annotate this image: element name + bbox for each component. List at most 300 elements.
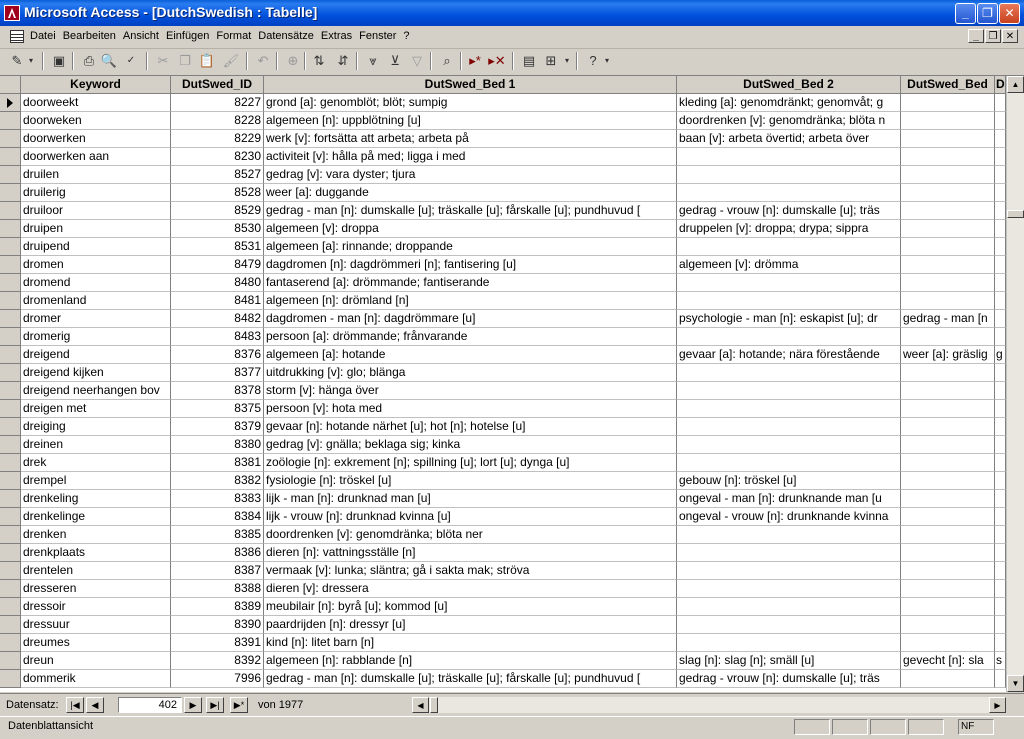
id-cell[interactable]: 8385 (171, 526, 264, 544)
paste-icon[interactable]: 📋 (198, 53, 216, 68)
bed3-cell[interactable]: gedrag - man [n (901, 310, 995, 328)
bed3-cell[interactable] (901, 202, 995, 220)
bed4-cell[interactable] (995, 364, 1006, 382)
keyword-cell[interactable]: dressoir (21, 598, 171, 616)
row-selector[interactable] (0, 346, 21, 364)
bed2-cell[interactable] (677, 274, 901, 292)
menu-item[interactable]: Einfügen (165, 30, 210, 42)
bed3-cell[interactable] (901, 562, 995, 580)
row-selector[interactable] (0, 634, 21, 652)
bed1-cell[interactable]: persoon [v]: hota med (264, 400, 677, 418)
bed2-cell[interactable]: druppelen [v]: droppa; drypa; sippra (677, 220, 901, 238)
id-cell[interactable]: 8482 (171, 310, 264, 328)
bed3-cell[interactable] (901, 94, 995, 112)
id-cell[interactable]: 8390 (171, 616, 264, 634)
bed4-cell[interactable] (995, 490, 1006, 508)
id-cell[interactable]: 8530 (171, 220, 264, 238)
access-app-icon[interactable] (4, 5, 20, 21)
menu-item[interactable]: Format (216, 30, 252, 42)
doc-restore-button[interactable]: ❐ (985, 29, 1001, 43)
bed2-cell[interactable] (677, 634, 901, 652)
bed3-cell[interactable] (901, 112, 995, 130)
bed3-cell[interactable] (901, 256, 995, 274)
bed4-cell[interactable] (995, 580, 1006, 598)
find-icon[interactable]: ⌕ (443, 53, 451, 68)
keyword-cell[interactable]: druipen (21, 220, 171, 238)
id-cell[interactable]: 8227 (171, 94, 264, 112)
bed1-cell[interactable]: persoon [a]: drömmande; frånvarande (264, 328, 677, 346)
bed3-cell[interactable] (901, 418, 995, 436)
keyword-cell[interactable]: dreiging (21, 418, 171, 436)
bed4-cell[interactable] (995, 256, 1006, 274)
bed2-cell[interactable]: gedrag - vrouw [n]: dumskalle [u]; träs (677, 202, 901, 220)
row-selector[interactable] (0, 652, 21, 670)
bed3-cell[interactable] (901, 184, 995, 202)
status-bar (0, 716, 1024, 739)
id-cell[interactable]: 8229 (171, 130, 264, 148)
bed4-cell[interactable] (995, 670, 1006, 688)
bed2-cell[interactable] (677, 436, 901, 454)
row-selector[interactable] (0, 274, 21, 292)
row-selector[interactable] (0, 400, 21, 418)
id-cell[interactable]: 8386 (171, 544, 264, 562)
id-cell[interactable]: 8381 (171, 454, 264, 472)
bed4-cell[interactable] (995, 148, 1006, 166)
row-selector[interactable] (0, 436, 21, 454)
id-cell[interactable]: 8531 (171, 238, 264, 256)
bed1-cell[interactable]: fantaserend [a]: drömmande; fantiserande (264, 274, 677, 292)
bed2-cell[interactable]: baan [v]: arbeta övertid; arbeta över (677, 130, 901, 148)
bed1-cell[interactable]: gedrag [v]: gnälla; beklaga sig; kinka (264, 436, 677, 454)
bed1-cell[interactable]: paardrijden [n]: dressyr [u] (264, 616, 677, 634)
row-selector[interactable] (0, 508, 21, 526)
menu-item[interactable]: Fenster (359, 30, 397, 42)
sort-ascending-icon[interactable]: ⇅ (313, 53, 325, 68)
menu-item[interactable]: Datensätze (258, 30, 314, 42)
keyword-cell[interactable]: doorweken (21, 112, 171, 130)
row-selector[interactable] (0, 184, 21, 202)
save-icon[interactable]: ▣ (52, 53, 66, 68)
id-cell[interactable]: 8387 (171, 562, 264, 580)
row-selector[interactable] (0, 562, 21, 580)
row-selector[interactable] (0, 454, 21, 472)
keyword-cell[interactable]: dreigend kijken (21, 364, 171, 382)
bed4-cell[interactable]: g (995, 346, 1006, 364)
bed3-cell[interactable] (901, 400, 995, 418)
bed2-cell[interactable] (677, 454, 901, 472)
delete-record-icon[interactable]: ▸✕ (488, 53, 506, 68)
bed1-cell[interactable]: activiteit [v]: hålla på med; ligga i med (264, 148, 677, 166)
row-selector[interactable] (0, 670, 21, 688)
bed1-cell[interactable]: algemeen [v]: droppa (264, 220, 677, 238)
bed3-cell[interactable] (901, 148, 995, 166)
bed1-cell[interactable]: dagdromen [n]: dagdrömmeri [n]; fantisering [u] (264, 256, 677, 274)
bed4-cell[interactable] (995, 274, 1006, 292)
bed2-cell[interactable]: ongeval - vrouw [n]: drunknande kvinna (677, 508, 901, 526)
keyword-cell[interactable]: dreinen (21, 436, 171, 454)
bed2-cell[interactable] (677, 148, 901, 166)
bed4-cell[interactable] (995, 544, 1006, 562)
new-record-icon[interactable]: ▸* (469, 53, 481, 68)
keyword-cell[interactable]: dressuur (21, 616, 171, 634)
bed3-cell[interactable] (901, 580, 995, 598)
bed1-cell[interactable]: gedrag [v]: vara dyster; tjura (264, 166, 677, 184)
id-cell[interactable]: 7996 (171, 670, 264, 688)
bed3-cell[interactable] (901, 598, 995, 616)
bed2-cell[interactable] (677, 616, 901, 634)
horizontal-scrollbar[interactable] (412, 697, 1006, 713)
doc-minimize-button[interactable]: _ (968, 29, 984, 43)
bed1-cell[interactable]: gedrag - man [n]: dumskalle [u]; träskalle [u]; fårskalle [u]; pundhuvud [ (264, 670, 677, 688)
bed2-cell[interactable] (677, 418, 901, 436)
row-selector[interactable] (0, 292, 21, 310)
bed3-cell[interactable] (901, 670, 995, 688)
bed3-cell[interactable] (901, 328, 995, 346)
row-selector[interactable] (0, 580, 21, 598)
bed3-cell[interactable] (901, 364, 995, 382)
menu-item[interactable]: Extras (320, 30, 353, 42)
menu-item[interactable]: Ansicht (122, 30, 159, 42)
bed4-cell[interactable]: s (995, 652, 1006, 670)
row-selector[interactable] (0, 256, 21, 274)
bed2-cell[interactable]: gevaar [a]: hotande; nära förestående (677, 346, 901, 364)
bed2-cell[interactable] (677, 544, 901, 562)
bed1-cell[interactable]: dagdromen - man [n]: dagdrömmare [u] (264, 310, 677, 328)
bed4-cell[interactable] (995, 184, 1006, 202)
bed1-cell[interactable]: storm [v]: hänga över (264, 382, 677, 400)
id-cell[interactable]: 8375 (171, 400, 264, 418)
bed2-cell[interactable] (677, 292, 901, 310)
bed4-cell[interactable] (995, 166, 1006, 184)
row-selector[interactable] (0, 526, 21, 544)
bed2-cell[interactable] (677, 382, 901, 400)
id-cell[interactable]: 8389 (171, 598, 264, 616)
id-cell[interactable]: 8527 (171, 166, 264, 184)
bed3-cell[interactable] (901, 490, 995, 508)
bed3-cell[interactable] (901, 436, 995, 454)
bed4-cell[interactable] (995, 112, 1006, 130)
bed4-cell[interactable] (995, 436, 1006, 454)
bed2-cell[interactable] (677, 328, 901, 346)
row-selector[interactable] (0, 418, 21, 436)
keyword-cell[interactable]: dromend (21, 274, 171, 292)
keyword-cell[interactable]: drenkplaats (21, 544, 171, 562)
bed2-cell[interactable] (677, 580, 901, 598)
toolbar-options-icon[interactable]: ▾ (604, 56, 609, 65)
bed3-cell[interactable] (901, 220, 995, 238)
id-cell[interactable]: 8391 (171, 634, 264, 652)
datasheet-grid[interactable] (0, 76, 1006, 692)
bed1-cell[interactable]: doordrenken [v]: genomdränka; blöta ner (264, 526, 677, 544)
bed4-cell[interactable] (995, 202, 1006, 220)
keyword-cell[interactable]: doorwerken aan (21, 148, 171, 166)
column-header-bed3[interactable]: DutSwed_Bed (901, 76, 995, 94)
filter-by-form-icon[interactable]: ⊻ (390, 53, 400, 68)
keyword-cell[interactable]: doorwerken (21, 130, 171, 148)
bed1-cell[interactable]: meubilair [n]: byrå [u]; kommod [u] (264, 598, 677, 616)
scroll-right-icon[interactable]: ▶ (989, 697, 1006, 713)
bed4-cell[interactable] (995, 472, 1006, 490)
bed2-cell[interactable]: psychologie - man [n]: eskapist [u]; dr (677, 310, 901, 328)
keyword-cell[interactable]: drek (21, 454, 171, 472)
record-number-input[interactable] (118, 697, 182, 713)
row-selector[interactable] (0, 544, 21, 562)
keyword-cell[interactable]: dreigend neerhangen bov (21, 382, 171, 400)
bed2-cell[interactable] (677, 166, 901, 184)
keyword-cell[interactable]: drentelen (21, 562, 171, 580)
id-cell[interactable]: 8228 (171, 112, 264, 130)
keyword-cell[interactable]: dreun (21, 652, 171, 670)
scroll-thumb[interactable] (1007, 210, 1024, 218)
hscroll-thumb[interactable] (430, 697, 438, 713)
new-record-button[interactable]: ▶* (230, 697, 248, 713)
bed1-cell[interactable]: algemeen [a]: rinnande; droppande (264, 238, 677, 256)
bed4-cell[interactable] (995, 94, 1006, 112)
row-selector[interactable] (0, 490, 21, 508)
bed2-cell[interactable]: kleding [a]: genomdränkt; genomvåt; g (677, 94, 901, 112)
copy-icon[interactable]: ❐ (179, 53, 191, 68)
keyword-cell[interactable]: dromen (21, 256, 171, 274)
bed1-cell[interactable]: algemeen [a]: hotande (264, 346, 677, 364)
view-dropdown-icon[interactable]: ▾ (28, 56, 33, 65)
record-label: Datensatz: (6, 699, 59, 711)
sort-descending-icon[interactable]: ⇵ (337, 53, 349, 68)
bed3-cell[interactable] (901, 616, 995, 634)
row-selector[interactable] (0, 148, 21, 166)
bed1-cell[interactable]: fysiologie [n]: tröskel [u] (264, 472, 677, 490)
maximize-button[interactable]: ❐ (977, 3, 998, 24)
menu-item[interactable]: Datei (30, 30, 56, 42)
bed4-cell[interactable] (995, 634, 1006, 652)
keyword-cell[interactable]: dommerik (21, 670, 171, 688)
toolbar-separator (512, 52, 514, 70)
keyword-cell[interactable]: dresseren (21, 580, 171, 598)
bed4-cell[interactable] (995, 238, 1006, 256)
bed4-cell[interactable] (995, 130, 1006, 148)
keyword-cell[interactable]: druipend (21, 238, 171, 256)
id-cell[interactable]: 8379 (171, 418, 264, 436)
new-object-dropdown-icon[interactable]: ▾ (564, 56, 569, 65)
keyword-cell[interactable]: doorweekt (21, 94, 171, 112)
id-cell[interactable]: 8377 (171, 364, 264, 382)
row-selector[interactable] (0, 328, 21, 346)
cut-icon[interactable]: ✂ (157, 53, 169, 68)
menu-item[interactable]: ? (403, 30, 410, 42)
bed4-cell[interactable] (995, 454, 1006, 472)
previous-record-button[interactable]: ◀ (86, 697, 104, 713)
id-cell[interactable]: 8481 (171, 292, 264, 310)
last-record-button[interactable]: ▶| (206, 697, 224, 713)
keyword-cell[interactable]: drenkelinge (21, 508, 171, 526)
bed3-cell[interactable] (901, 526, 995, 544)
bed4-cell[interactable] (995, 562, 1006, 580)
bed4-cell[interactable] (995, 616, 1006, 634)
row-selector[interactable] (0, 364, 21, 382)
bed2-cell[interactable]: algemeen [v]: drömma (677, 256, 901, 274)
bed1-cell[interactable]: lijk - man [n]: drunknad man [u] (264, 490, 677, 508)
bed4-cell[interactable] (995, 418, 1006, 436)
bed4-cell[interactable] (995, 400, 1006, 418)
bed3-cell[interactable] (901, 508, 995, 526)
doc-close-button[interactable]: ✕ (1002, 29, 1018, 43)
column-header-dutswed-id[interactable]: DutSwed_ID (171, 76, 264, 94)
bed3-cell[interactable]: gevecht [n]: sla (901, 652, 995, 670)
bed3-cell[interactable] (901, 454, 995, 472)
scroll-up-icon[interactable]: ▲ (1007, 76, 1024, 93)
properties-icon[interactable]: ▤ (522, 53, 536, 68)
spelling-icon[interactable]: ✓ (126, 55, 136, 66)
id-cell[interactable]: 8230 (171, 148, 264, 166)
keyword-cell[interactable]: dromenland (21, 292, 171, 310)
row-selector[interactable] (0, 112, 21, 130)
table-document-icon[interactable] (10, 30, 24, 43)
bed1-cell[interactable]: vermaak [v]: lunka; släntra; gå i sakta mak; ströva (264, 562, 677, 580)
id-cell[interactable]: 8383 (171, 490, 264, 508)
insert-hyperlink-icon[interactable]: ⊕ (287, 53, 299, 68)
bed2-cell[interactable] (677, 400, 901, 418)
row-selector[interactable] (0, 382, 21, 400)
design-view-icon[interactable]: ✎ (11, 53, 23, 68)
bed1-cell[interactable]: gedrag - man [n]: dumskalle [u]; träskalle [u]; fårskalle [u]; pundhuvud [ (264, 202, 677, 220)
close-button[interactable]: ✕ (999, 3, 1020, 24)
column-header-keyword[interactable]: Keyword (21, 76, 171, 94)
first-record-button[interactable]: |◀ (66, 697, 84, 713)
bed2-cell[interactable] (677, 184, 901, 202)
bed1-cell[interactable]: zoölogie [n]: exkrement [n]; spillning [u]; lort [u]; dynga [u] (264, 454, 677, 472)
row-selector[interactable] (0, 130, 21, 148)
keyword-cell[interactable]: dreigend (21, 346, 171, 364)
bed2-cell[interactable] (677, 598, 901, 616)
bed4-cell[interactable] (995, 310, 1006, 328)
bed1-cell[interactable]: dieren [n]: vattningsställe [n] (264, 544, 677, 562)
bed4-cell[interactable] (995, 598, 1006, 616)
id-cell[interactable]: 8376 (171, 346, 264, 364)
id-cell[interactable]: 8378 (171, 382, 264, 400)
next-record-button[interactable]: ▶ (184, 697, 202, 713)
bed1-cell[interactable]: algemeen [n]: uppblötning [u] (264, 112, 677, 130)
print-preview-icon[interactable]: 🔍 (100, 53, 118, 68)
id-cell[interactable]: 8479 (171, 256, 264, 274)
id-cell[interactable]: 8483 (171, 328, 264, 346)
keyword-cell[interactable]: dromer (21, 310, 171, 328)
row-selector[interactable] (0, 472, 21, 490)
bed2-cell[interactable]: ongeval - man [n]: drunknande man [u (677, 490, 901, 508)
format-painter-icon[interactable]: 🖌 (222, 53, 240, 68)
bed1-cell[interactable]: uitdrukking [v]: glo; blänga (264, 364, 677, 382)
row-selector[interactable] (0, 310, 21, 328)
id-cell[interactable]: 8382 (171, 472, 264, 490)
keyword-cell[interactable]: drempel (21, 472, 171, 490)
bed3-cell[interactable] (901, 130, 995, 148)
scroll-down-icon[interactable]: ▼ (1007, 675, 1024, 692)
bed2-cell[interactable]: gedrag - vrouw [n]: dumskalle [u]; träs (677, 670, 901, 688)
current-record-indicator[interactable] (0, 94, 21, 112)
vertical-scrollbar[interactable] (1006, 76, 1024, 692)
bed4-cell[interactable] (995, 328, 1006, 346)
bed4-cell[interactable] (995, 526, 1006, 544)
keyword-cell[interactable]: druilerig (21, 184, 171, 202)
row-selector[interactable] (0, 616, 21, 634)
bed2-cell[interactable] (677, 238, 901, 256)
apply-filter-icon[interactable]: ▽ (412, 53, 422, 68)
bed1-cell[interactable]: grond [a]: genomblöt; blöt; sumpig (264, 94, 677, 112)
bed3-cell[interactable]: weer [a]: gräslig (901, 346, 995, 364)
row-selector[interactable] (0, 598, 21, 616)
keyword-cell[interactable]: drenkeling (21, 490, 171, 508)
bed3-cell[interactable] (901, 274, 995, 292)
bed4-cell[interactable] (995, 220, 1006, 238)
bed1-cell[interactable]: dieren [v]: dressera (264, 580, 677, 598)
bed4-cell[interactable] (995, 508, 1006, 526)
minimize-button[interactable]: _ (955, 3, 976, 24)
id-cell[interactable]: 8480 (171, 274, 264, 292)
database-window-icon[interactable]: ⊞ (545, 53, 557, 68)
bed1-cell[interactable]: kind [n]: litet barn [n] (264, 634, 677, 652)
bed2-cell[interactable] (677, 562, 901, 580)
bed3-cell[interactable] (901, 238, 995, 256)
keyword-cell[interactable]: dreumes (21, 634, 171, 652)
row-selector[interactable] (0, 166, 21, 184)
bed1-cell[interactable]: gevaar [n]: hotande närhet [u]; hot [n]; hotelse [u] (264, 418, 677, 436)
bed3-cell[interactable] (901, 292, 995, 310)
bed3-cell[interactable] (901, 166, 995, 184)
filter-by-selection-icon[interactable]: ⩔ (369, 53, 377, 68)
help-icon[interactable]: ? (589, 53, 597, 68)
bed1-cell[interactable]: weer [a]: duggande (264, 184, 677, 202)
bed2-cell[interactable] (677, 526, 901, 544)
column-header-bed4[interactable]: D (995, 76, 1006, 94)
bed2-cell[interactable] (677, 364, 901, 382)
bed4-cell[interactable] (995, 292, 1006, 310)
keyword-cell[interactable]: drenken (21, 526, 171, 544)
id-cell[interactable]: 8528 (171, 184, 264, 202)
bed3-cell[interactable] (901, 472, 995, 490)
bed4-cell[interactable] (995, 382, 1006, 400)
keyword-cell[interactable]: dreigen met (21, 400, 171, 418)
id-cell[interactable]: 8380 (171, 436, 264, 454)
bed1-cell[interactable]: werk [v]: fortsätta att arbeta; arbeta på (264, 130, 677, 148)
scroll-left-icon[interactable]: ◀ (412, 697, 429, 713)
keyword-cell[interactable]: dromerig (21, 328, 171, 346)
row-selector[interactable] (0, 238, 21, 256)
column-header-bed2[interactable]: DutSwed_Bed 2 (677, 76, 901, 94)
undo-icon[interactable]: ↶ (257, 53, 269, 68)
row-selector[interactable] (0, 220, 21, 238)
bed3-cell[interactable] (901, 634, 995, 652)
column-header-bed1[interactable]: DutSwed_Bed 1 (264, 76, 677, 94)
keyword-cell[interactable]: druiloor (21, 202, 171, 220)
bed2-cell[interactable]: gebouw [n]: tröskel [u] (677, 472, 901, 490)
keyword-cell[interactable]: druilen (21, 166, 171, 184)
bed1-cell[interactable]: algemeen [n]: drömland [n] (264, 292, 677, 310)
menu-item[interactable]: Bearbeiten (62, 30, 116, 42)
bed1-cell[interactable]: lijk - vrouw [n]: drunknad kvinna [u] (264, 508, 677, 526)
bed3-cell[interactable] (901, 544, 995, 562)
select-all-corner[interactable] (0, 76, 21, 94)
toolbar-separator (460, 52, 462, 70)
title-bar[interactable] (0, 0, 1024, 26)
id-cell[interactable]: 8529 (171, 202, 264, 220)
id-cell[interactable]: 8384 (171, 508, 264, 526)
id-cell[interactable]: 8392 (171, 652, 264, 670)
row-selector[interactable] (0, 202, 21, 220)
bed2-cell[interactable]: doordrenken [v]: genomdränka; blöta n (677, 112, 901, 130)
print-icon[interactable]: ⎙ (83, 53, 95, 68)
bed2-cell[interactable]: slag [n]: slag [n]; smäll [u] (677, 652, 901, 670)
bed3-cell[interactable] (901, 382, 995, 400)
id-cell[interactable]: 8388 (171, 580, 264, 598)
bed1-cell[interactable]: algemeen [n]: rabblande [n] (264, 652, 677, 670)
